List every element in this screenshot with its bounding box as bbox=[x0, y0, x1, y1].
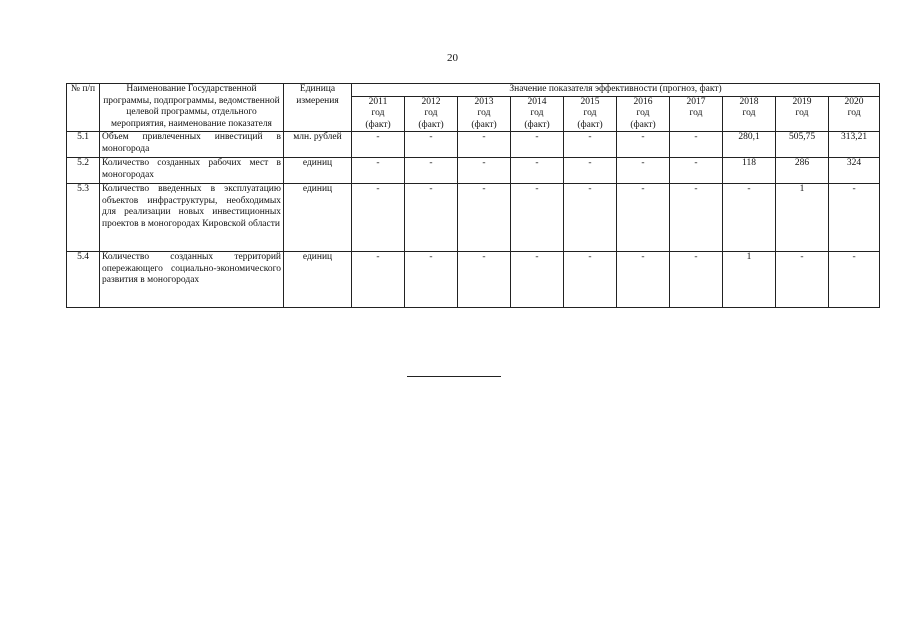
header-year-label: 2015 bbox=[580, 96, 600, 107]
table-row bbox=[67, 132, 880, 158]
value-2011: - bbox=[352, 158, 405, 184]
value-2014: - bbox=[511, 158, 564, 184]
header-year-label: 2016 bbox=[633, 96, 653, 107]
header-year-label: 2014 bbox=[527, 96, 547, 107]
value-2015: - bbox=[564, 132, 617, 158]
header-num: № п/п bbox=[67, 84, 100, 132]
header-year-note: (факт) bbox=[524, 119, 550, 130]
value-2012: - bbox=[405, 132, 458, 158]
value-2015: - bbox=[564, 158, 617, 184]
value-2013: - bbox=[458, 184, 511, 252]
value-2017: - bbox=[670, 252, 723, 308]
header-year-2016 bbox=[617, 96, 670, 132]
row-number: 5.4 bbox=[67, 252, 100, 308]
value-2017: - bbox=[670, 158, 723, 184]
value-2011: - bbox=[352, 252, 405, 308]
value-2020: 324 bbox=[829, 158, 880, 184]
header-year-2019 bbox=[776, 96, 829, 132]
value-2016: - bbox=[617, 184, 670, 252]
value-2012: - bbox=[405, 184, 458, 252]
header-year-2012 bbox=[405, 96, 458, 132]
header-year-label: 2017 bbox=[686, 96, 706, 107]
value-2016: - bbox=[617, 132, 670, 158]
value-2017: - bbox=[670, 132, 723, 158]
value-2011: - bbox=[352, 184, 405, 252]
row-number: 5.1 bbox=[67, 132, 100, 158]
header-year-unit: год bbox=[583, 108, 597, 118]
value-2016: - bbox=[617, 252, 670, 308]
header-year-2015 bbox=[564, 96, 617, 132]
header-year-unit: год bbox=[742, 108, 756, 118]
row-number: 5.3 bbox=[67, 184, 100, 252]
value-2011: - bbox=[352, 132, 405, 158]
indicator-unit: единиц bbox=[284, 158, 352, 184]
header-year-label: 2011 bbox=[368, 96, 388, 107]
page-number: 20 bbox=[447, 52, 458, 64]
value-2018: 118 bbox=[723, 158, 776, 184]
value-2015: - bbox=[564, 252, 617, 308]
value-2020: - bbox=[829, 184, 880, 252]
value-2020: - bbox=[829, 252, 880, 308]
closing-rule bbox=[407, 376, 501, 377]
value-2014: - bbox=[511, 184, 564, 252]
header-year-2020 bbox=[829, 96, 880, 132]
header-year-label: 2012 bbox=[421, 96, 441, 107]
header-year-label: 2013 bbox=[474, 96, 494, 107]
header-name: Наименование Государственной программы, подпрограммы, ведомственной целевой программы, отдельного мероприятия, наименование показателя bbox=[100, 84, 284, 132]
header-year-unit: год bbox=[477, 108, 491, 118]
header-year-label: 2018 bbox=[739, 96, 759, 107]
indicators-table bbox=[66, 83, 880, 308]
header-year-2014 bbox=[511, 96, 564, 132]
header-year-label: 2019 bbox=[792, 96, 812, 107]
indicator-name: Количество созданных территорий опережающего социально-экономического развития в моногородах bbox=[100, 252, 284, 308]
table-row bbox=[67, 184, 880, 252]
header-year-unit: год bbox=[530, 108, 544, 118]
indicator-unit: млн. рублей bbox=[284, 132, 352, 158]
indicator-name: Количество введенных в эксплуатацию объектов инфраструктуры, необходимых для реализации новых инвестиционных проектов в моногородах Кировской области bbox=[100, 184, 284, 252]
header-year-2011 bbox=[352, 96, 405, 132]
table-row bbox=[67, 252, 880, 308]
header-year-label: 2020 bbox=[844, 96, 864, 107]
value-2018: 280,1 bbox=[723, 132, 776, 158]
value-2014: - bbox=[511, 252, 564, 308]
header-year-2018 bbox=[723, 96, 776, 132]
header-indicator-values: Значение показателя эффективности (прогноз, факт) bbox=[352, 84, 880, 97]
value-2019: 505,75 bbox=[776, 132, 829, 158]
indicator-name: Объем привлеченных инвестиций в моногорода bbox=[100, 132, 284, 158]
header-year-2013 bbox=[458, 96, 511, 132]
value-2016: - bbox=[617, 158, 670, 184]
value-2014: - bbox=[511, 132, 564, 158]
header-year-note: (факт) bbox=[365, 119, 391, 130]
value-2015: - bbox=[564, 184, 617, 252]
header-year-note: (факт) bbox=[418, 119, 444, 130]
header-year-unit: год bbox=[795, 108, 809, 118]
value-2013: - bbox=[458, 252, 511, 308]
header-row-top bbox=[67, 84, 880, 97]
value-2019: 286 bbox=[776, 158, 829, 184]
header-year-note: (факт) bbox=[471, 119, 497, 130]
value-2019: - bbox=[776, 252, 829, 308]
header-year-unit: год bbox=[636, 108, 650, 118]
value-2013: - bbox=[458, 132, 511, 158]
value-2020: 313,21 bbox=[829, 132, 880, 158]
header-unit: Единица измерения bbox=[284, 84, 352, 132]
indicator-unit: единиц bbox=[284, 252, 352, 308]
header-year-note: (факт) bbox=[577, 119, 603, 130]
header-year-unit: год bbox=[371, 108, 385, 118]
value-2012: - bbox=[405, 158, 458, 184]
header-year-unit: год bbox=[689, 108, 703, 118]
value-2018: 1 bbox=[723, 252, 776, 308]
value-2019: 1 bbox=[776, 184, 829, 252]
header-year-2017 bbox=[670, 96, 723, 132]
header-year-unit: год bbox=[847, 108, 861, 118]
header-year-note: (факт) bbox=[630, 119, 656, 130]
header-year-unit: год bbox=[424, 108, 438, 118]
table-row bbox=[67, 158, 880, 184]
value-2017: - bbox=[670, 184, 723, 252]
value-2012: - bbox=[405, 252, 458, 308]
row-number: 5.2 bbox=[67, 158, 100, 184]
indicator-name: Количество созданных рабочих мест в моногородах bbox=[100, 158, 284, 184]
value-2018: - bbox=[723, 184, 776, 252]
value-2013: - bbox=[458, 158, 511, 184]
indicator-unit: единиц bbox=[284, 184, 352, 252]
